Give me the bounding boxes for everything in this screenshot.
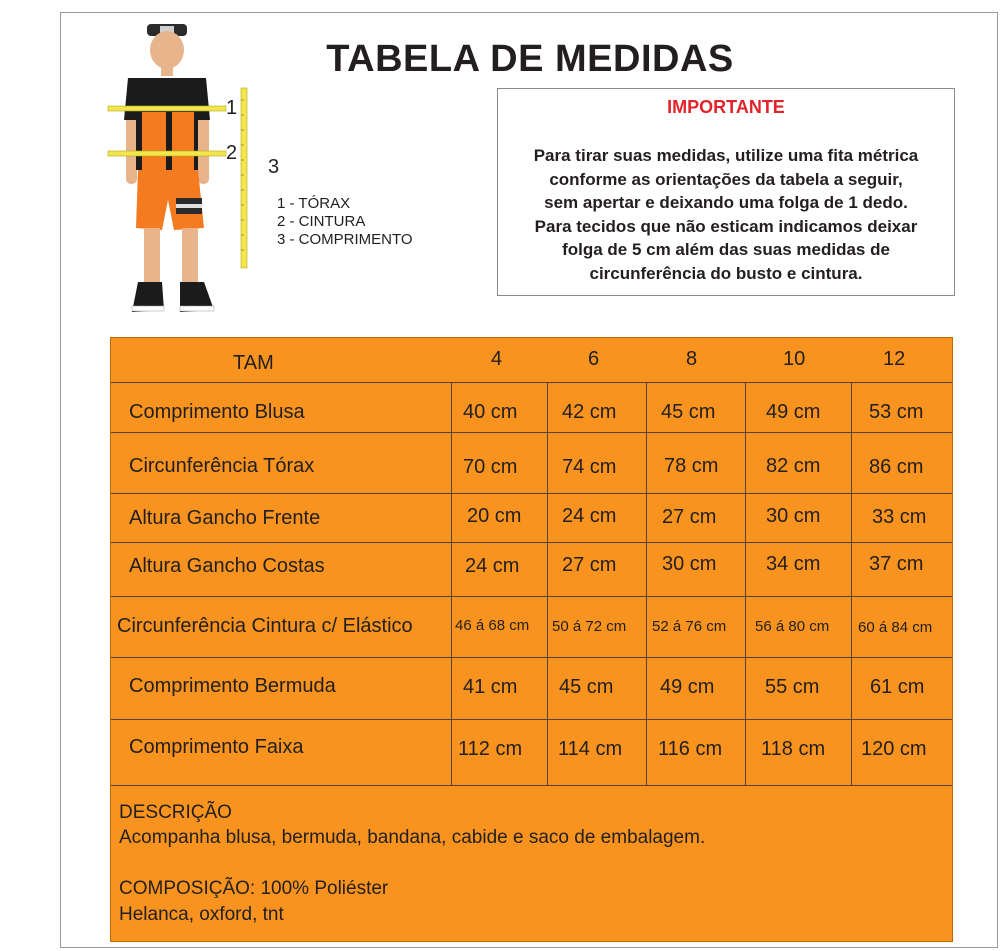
table-cell: 49 cm: [660, 676, 715, 698]
legend-item-cintura: 2 - CINTURA: [277, 213, 366, 230]
column-divider: [451, 382, 452, 785]
column-divider: [646, 382, 647, 785]
row-label: Comprimento Blusa: [129, 401, 305, 423]
table-cell: 56 á 80 cm: [755, 618, 830, 635]
table-cell: 37 cm: [869, 553, 924, 575]
important-line: Para tecidos que não esticam indicamos deixar: [534, 216, 918, 236]
table-cell: 45 cm: [661, 401, 716, 423]
row-label: Comprimento Bermuda: [129, 675, 336, 697]
table-cell: 61 cm: [870, 676, 925, 698]
header-size-10: 10: [783, 348, 806, 370]
table-cell: 49 cm: [766, 401, 821, 423]
header-size-4: 4: [491, 348, 503, 370]
table-cell: 40 cm: [463, 401, 518, 423]
row-label: Altura Gancho Frente: [129, 507, 321, 529]
composition-text: Helanca, oxford, tnt: [119, 904, 284, 925]
table-cell: 116 cm: [658, 738, 723, 760]
table-cell: 74 cm: [562, 456, 617, 478]
column-divider: [745, 382, 746, 785]
important-line: circunferência do busto e cintura.: [589, 263, 863, 283]
row-divider: [111, 657, 952, 658]
table-cell: 34 cm: [766, 553, 821, 575]
measurement-legend: [277, 195, 413, 249]
table-cell: 53 cm: [869, 401, 924, 423]
table-cell: 20 cm: [467, 505, 522, 527]
table-cell: 50 á 72 cm: [552, 618, 627, 635]
row-divider: [111, 785, 952, 786]
row-divider: [111, 382, 952, 383]
table-cell: 46 á 68 cm: [455, 617, 530, 634]
header-tam: TAM: [233, 352, 274, 374]
table-cell: 60 á 84 cm: [858, 619, 933, 636]
important-notice: [497, 88, 955, 296]
page-title: TABELA DE MEDIDAS: [326, 38, 734, 80]
row-divider: [111, 719, 952, 720]
table-cell: 78 cm: [664, 455, 719, 477]
row-label: Circunferência Tórax: [129, 455, 315, 477]
row-divider: [111, 493, 952, 494]
column-divider: [547, 382, 548, 785]
table-cell: 114 cm: [558, 738, 623, 760]
description-heading: DESCRIÇÃO: [119, 802, 232, 823]
important-line: Para tirar suas medidas, utilize uma fita métrica: [533, 146, 919, 165]
important-heading: IMPORTANTE: [667, 97, 785, 117]
size-table: [110, 337, 953, 942]
table-cell: 118 cm: [761, 738, 826, 760]
row-divider: [111, 432, 952, 433]
important-line: sem apertar e deixando uma folga de 1 dedo.: [544, 193, 908, 212]
important-line: conforme as orientações da tabela a seguir,: [549, 169, 903, 189]
table-cell: 82 cm: [766, 455, 821, 477]
table-cell: 30 cm: [662, 553, 717, 575]
table-cell: 41 cm: [463, 676, 518, 698]
row-divider: [111, 596, 952, 597]
table-cell: 42 cm: [562, 401, 617, 423]
row-label: Circunferência Cintura c/ Elástico: [117, 615, 413, 637]
marker-3-label: 3: [268, 156, 280, 178]
marker-1-label: 1: [226, 97, 238, 119]
header-size-12: 12: [883, 348, 906, 370]
row-divider: [111, 542, 952, 543]
table-cell: 45 cm: [559, 676, 614, 698]
table-cell: 27 cm: [662, 506, 717, 528]
legend-item-comprimento: 3 - COMPRIMENTO: [277, 231, 413, 248]
row-label: Comprimento Faixa: [129, 736, 304, 758]
legend-item-torax: 1 - TÓRAX: [277, 195, 351, 212]
row-label: Altura Gancho Costas: [129, 555, 325, 577]
table-cell: 30 cm: [766, 505, 821, 527]
marker-2-label: 2: [226, 142, 238, 164]
table-cell: 86 cm: [869, 456, 924, 478]
table-cell: 33 cm: [872, 506, 927, 528]
table-cell: 70 cm: [463, 456, 518, 478]
child-model-illustration: [100, 20, 270, 320]
composition-heading: COMPOSIÇÃO: 100% Poliéster: [119, 878, 389, 899]
table-cell: 112 cm: [458, 738, 523, 760]
header-size-6: 6: [588, 348, 600, 370]
table-cell: 24 cm: [562, 505, 617, 527]
header-size-8: 8: [686, 348, 698, 370]
table-cell: 55 cm: [765, 676, 820, 698]
table-cell: 24 cm: [465, 555, 520, 577]
description-text: Acompanha blusa, bermuda, bandana, cabide e saco de embalagem.: [119, 827, 706, 848]
column-divider: [851, 382, 852, 785]
table-cell: 27 cm: [562, 554, 617, 576]
table-cell: 52 á 76 cm: [652, 618, 727, 635]
important-line: folga de 5 cm além das suas medidas de: [562, 240, 890, 259]
important-text: [498, 144, 954, 285]
table-cell: 120 cm: [861, 738, 927, 760]
